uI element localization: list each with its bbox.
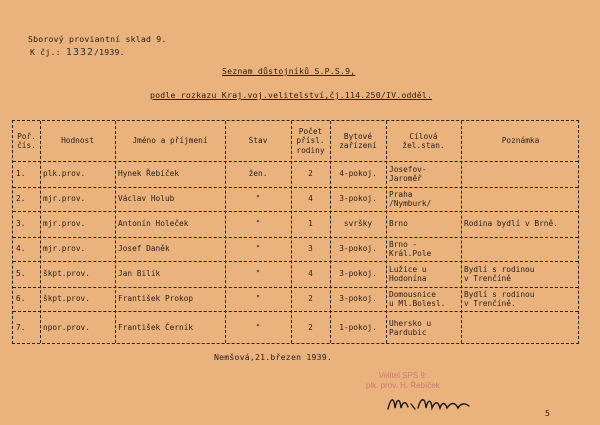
row-family: 3 [308, 244, 313, 254]
row-rank: škpt.prov. [43, 269, 90, 279]
row-family: 2 [308, 323, 313, 333]
row-note: Bydlí s rodinou v Trenčíně [464, 264, 535, 283]
row-rank: mjr.prov. [43, 194, 86, 204]
row-note: Rodina bydlí v Brně. [464, 219, 558, 229]
row-num: 7. [16, 323, 26, 333]
row-status: " [255, 323, 261, 333]
row-name: František Černík [118, 323, 194, 333]
row-housing: 4-pokoj. [339, 169, 377, 179]
officers-table [12, 120, 579, 344]
row-status: " [255, 269, 261, 279]
row-housing: 3-pokoj. [339, 194, 377, 204]
table-column-divider [40, 121, 41, 343]
issuer-line: Sborový proviantní sklad 9. [28, 34, 167, 44]
ref-prefix: K čj.: [30, 47, 61, 57]
table-row-divider [13, 287, 578, 288]
header-station: Cílová žel.stan. [402, 131, 445, 150]
table-row-divider [13, 211, 578, 212]
row-name: Josef Daněk [118, 244, 170, 254]
row-status: " [255, 294, 261, 304]
table-row-divider [13, 161, 578, 162]
row-name: Václav Holub [118, 194, 175, 204]
row-num: 6. [16, 294, 26, 304]
table-column-divider [330, 121, 331, 343]
row-status: " [255, 219, 261, 229]
row-num: 1. [16, 169, 26, 179]
page-mark: 5 [545, 408, 551, 418]
row-housing: 3-pokoj. [339, 294, 377, 304]
table-column-divider [461, 121, 462, 343]
row-family: 2 [308, 294, 313, 304]
row-name: Antonín Holeček [118, 219, 189, 229]
row-station: Lužice u Hodonína [389, 264, 427, 283]
row-rank: mjr.prov. [43, 219, 86, 229]
row-station: Brno [389, 219, 408, 229]
row-housing: svršky [343, 219, 373, 229]
row-station: Praha /Nymburk/ [389, 189, 432, 208]
row-num: 5. [16, 269, 26, 279]
row-rank: npor.prov. [43, 323, 90, 333]
ref-number: 1332 [65, 47, 95, 58]
row-status: " [255, 194, 261, 204]
row-name: Jan Bilík [118, 269, 161, 279]
row-station: Uhersko u Pardubic [389, 318, 432, 337]
row-num: 2. [16, 194, 26, 204]
header-note: Poznámka [501, 136, 540, 146]
table-row-divider [13, 261, 578, 262]
row-family: 4 [308, 269, 313, 279]
row-num: 4. [16, 244, 26, 254]
document-title: Seznam důstojníků S.P.S.9, [222, 66, 356, 76]
header-rank: Hodnost [61, 136, 94, 146]
row-housing: 1-pokoj. [339, 323, 377, 333]
row-family: 1 [308, 219, 313, 229]
header-housing: Bytové zařízení [339, 131, 377, 150]
document-subtitle: podle rozkazu Kraj.voj.velitelství,čj.114.250/IV.odděl. [150, 90, 433, 100]
row-family: 2 [308, 169, 313, 179]
table-column-divider [225, 121, 226, 343]
row-housing: 3-pokoj. [339, 269, 377, 279]
handwritten-signature [385, 392, 475, 416]
table-column-divider [386, 121, 387, 343]
row-rank: plk.prov. [43, 169, 86, 179]
row-family: 4 [308, 194, 313, 204]
stamp-line-2: plk. prov. H. Řebíček [366, 381, 440, 390]
row-housing: 3-pokoj. [339, 244, 377, 254]
row-name: Hynek Řebíček [118, 169, 180, 179]
row-station: Brno - Král.Pole [389, 239, 432, 258]
ref-year: /1939. [94, 47, 125, 57]
row-note: Bydlí s rodinou v Trenčíně. [464, 289, 535, 308]
table-column-divider [291, 121, 292, 343]
row-station: Josefov- Jaroměř [389, 164, 427, 183]
commander-stamp [366, 371, 440, 391]
table-row-divider [13, 237, 578, 238]
row-rank: škpt.prov. [43, 294, 90, 304]
stamp-line-1: Velitel SPS 9: [378, 371, 428, 380]
row-num: 3. [16, 219, 26, 229]
header-status: Stav [248, 136, 268, 146]
row-name: František Prokop [118, 294, 194, 304]
header-name: Jméno a příjmení [132, 136, 208, 146]
row-status: žen. [248, 169, 268, 179]
footer-date: Nemšová,21.březen 1939. [214, 352, 332, 362]
table-row-divider [13, 311, 578, 312]
row-rank: mjr.prov. [43, 244, 86, 254]
header-family: Počet přísl. rodiny [296, 126, 325, 155]
table-row-divider [13, 187, 578, 188]
reference-line [30, 47, 125, 58]
row-status: " [255, 244, 261, 254]
row-station: Domousnice u Ml.Bolesl. [389, 289, 446, 308]
table-column-divider [115, 121, 116, 343]
header-num: Poř. čís. [17, 131, 36, 150]
